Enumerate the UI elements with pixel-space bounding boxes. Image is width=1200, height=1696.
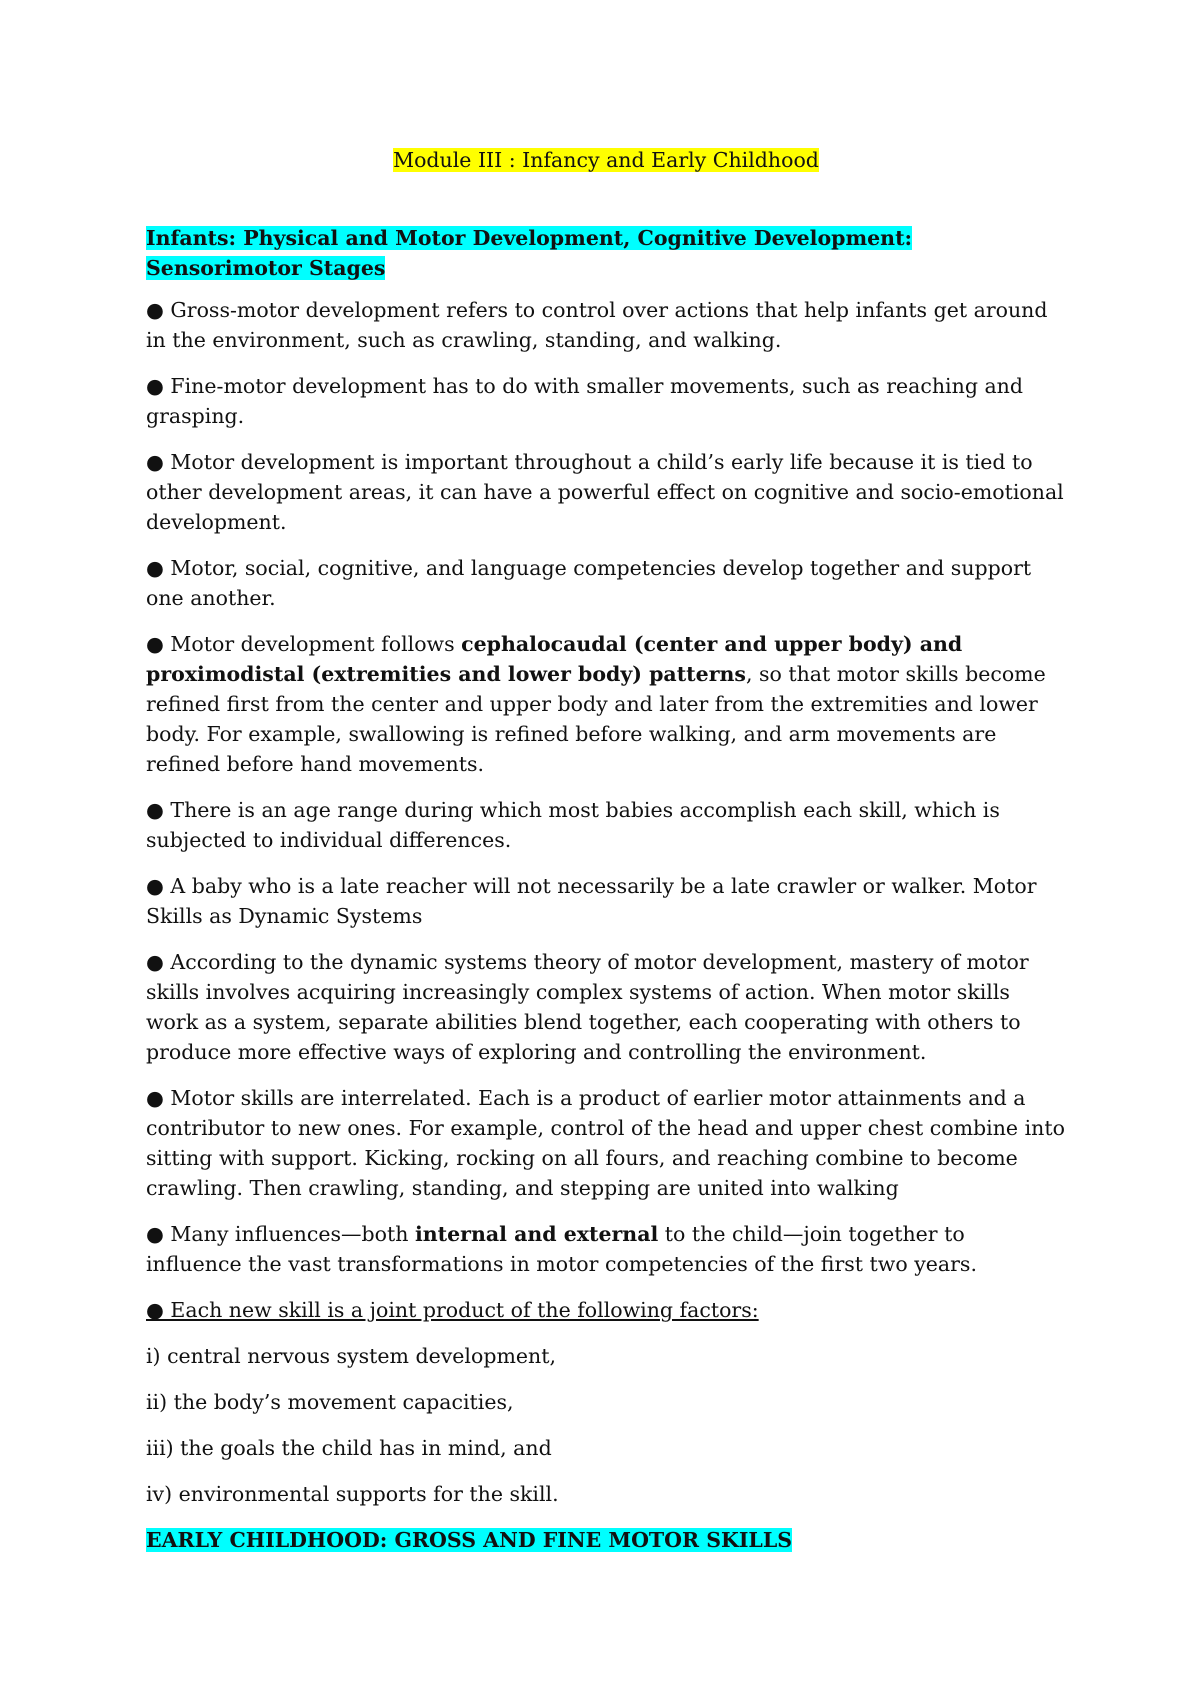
bullet-cephalocaudal-suffix: , so that motor skills become refined first from the center and upper body and later from the extremities and lower body. For example, swallowing is refined before walking, and arm movements are refined before hand movements. (146, 662, 1046, 776)
factor-item: ii) the body’s movement capacities, (146, 1390, 514, 1414)
bullet-cephalocaudal-prefix: ● Motor development follows (146, 632, 462, 656)
factors-intro: ● Each new skill is a joint product of the following factors: (146, 1298, 759, 1322)
factor-item: iv) environmental supports for the skill. (146, 1482, 559, 1506)
bullet-influences-bold: internal and external (414, 1222, 659, 1246)
bullet-gross-motor: ● Gross-motor development refers to control over actions that help infants get around in the environment, such as crawling, standing, and walking. (146, 298, 1048, 352)
section-heading-early-childhood-text: EARLY CHILDHOOD: GROSS AND FINE MOTOR SKILLS (146, 1528, 793, 1552)
document-title (146, 145, 1066, 175)
bullet-dynamic-systems: ● According to the dynamic systems theory of motor development, mastery of motor skills involves acquiring increasingly complex systems of action. When motor skills work as a system, separate abilities blend together, each cooperating with others to produce more effective ways of exploring and controlling the environment. (146, 950, 1029, 1064)
document-body (146, 145, 1066, 1555)
bullet-influences-suffix: to the child—join together to influence the vast transformations in motor competencies of the first two years. (146, 1222, 977, 1276)
section-heading-infants (146, 223, 1066, 283)
section-heading-early-childhood (146, 1525, 1066, 1555)
bullet-cephalocaudal-bold: cephalocaudal (center and upper body) and proximodistal (extremities and lower body) patterns (146, 632, 963, 686)
section-heading-infants-text: Infants: Physical and Motor Development, Cognitive Development: Sensorimotor Stages (146, 226, 913, 280)
factor-item: iii) the goals the child has in mind, and (146, 1436, 552, 1460)
bullet-age-range: ● There is an age range during which most babies accomplish each skill, which is subjected to individual differences. (146, 798, 1000, 852)
bullet-late-reacher: ● A baby who is a late reacher will not necessarily be a late crawler or walker. Motor Skills as Dynamic Systems (146, 874, 1037, 928)
title-text: Module III : Infancy and Early Childhood (393, 148, 819, 172)
bullet-influences-prefix: ● Many influences—both (146, 1222, 415, 1246)
bullet-motor-importance: ● Motor development is important throughout a child’s early life because it is tied to other development areas, it can have a powerful effect on cognitive and socio-emotional development. (146, 450, 1064, 534)
bullet-interrelated: ● Motor skills are interrelated. Each is a product of earlier motor attainments and a contributor to new ones. For example, control of the head and upper chest combine into sitting with support. Kicking, rocking on all fours, and reaching combine to become crawling. Then crawling, standing, and stepping are united into walking (146, 1086, 1065, 1200)
bullet-cephalocaudal (146, 629, 1066, 779)
factor-item: i) central nervous system development, (146, 1344, 556, 1368)
bullet-fine-motor: ● Fine-motor development has to do with smaller movements, such as reaching and grasping. (146, 374, 1024, 428)
bullet-competencies: ● Motor, social, cognitive, and language competencies develop together and support one another. (146, 556, 1032, 610)
bullet-influences (146, 1219, 1066, 1279)
